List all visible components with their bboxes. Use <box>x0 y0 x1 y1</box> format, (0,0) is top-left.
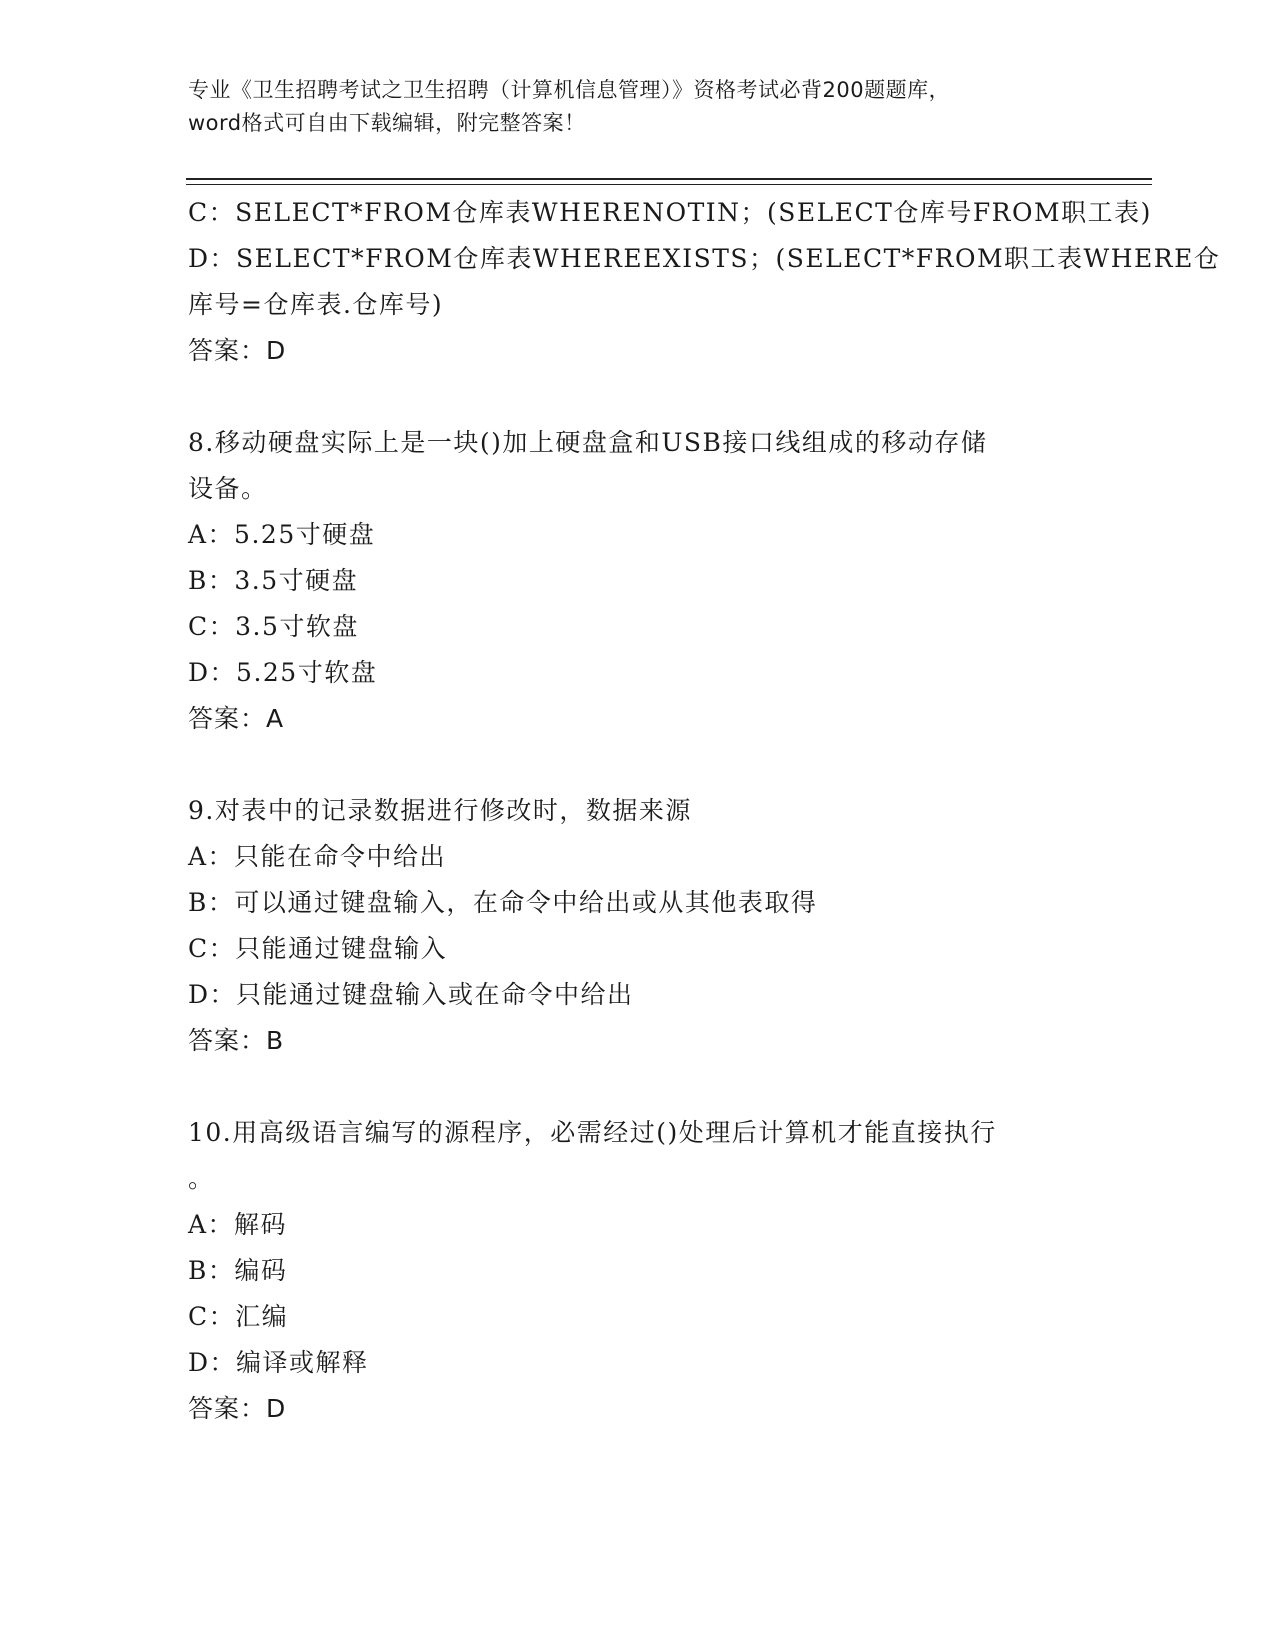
question-7-tail <box>188 190 1221 374</box>
question-8 <box>188 420 1088 742</box>
answer: 答案：D <box>188 336 287 365</box>
option-a: A：只能在命令中给出 <box>188 842 447 871</box>
option-c: C：3.5寸软盘 <box>188 612 359 641</box>
question-stem-continued: 。 <box>188 1164 215 1193</box>
answer: 答案：D <box>188 1394 287 1423</box>
option-c: C：SELECT*FROM仓库表WHERENOTIN；(SELECT仓库号FROM职工表) <box>188 198 1152 227</box>
spacer <box>188 742 1088 788</box>
option-d-continued: 库号=仓库表.仓库号) <box>188 290 444 319</box>
option-d: D：只能通过键盘输入或在命令中给出 <box>188 980 634 1009</box>
answer: 答案：A <box>188 704 285 733</box>
spacer <box>188 374 1088 420</box>
question-stem: 9.对表中的记录数据进行修改时，数据来源 <box>188 796 692 825</box>
option-c: C：只能通过键盘输入 <box>188 934 448 963</box>
option-b: B：3.5寸硬盘 <box>188 566 359 595</box>
option-c: C：汇编 <box>188 1302 289 1331</box>
question-stem: 8.移动硬盘实际上是一块()加上硬盘盒和USB接口线组成的移动存储 <box>188 428 988 457</box>
option-d: D：编译或解释 <box>188 1348 369 1377</box>
answer: 答案：B <box>188 1026 285 1055</box>
header-divider-thin <box>186 184 1152 185</box>
option-d: D：SELECT*FROM仓库表WHEREEXISTS；(SELECT*FROM职工表WHERE仓 <box>188 244 1221 273</box>
header-divider-thick <box>186 178 1152 180</box>
question-10 <box>188 1110 1088 1432</box>
question-content <box>188 190 1221 1432</box>
spacer <box>188 1064 1088 1110</box>
option-b: B：可以通过键盘输入，在命令中给出或从其他表取得 <box>188 888 818 917</box>
option-d: D：5.25寸软盘 <box>188 658 378 687</box>
option-a: A：5.25寸硬盘 <box>188 520 376 549</box>
question-9 <box>188 788 1088 1064</box>
header-line-1: 专业《卫生招聘考试之卫生招聘（计算机信息管理）》资格考试必背200题题库， <box>188 78 951 102</box>
option-b: B：编码 <box>188 1256 288 1285</box>
option-a: A：解码 <box>188 1210 288 1239</box>
header-line-2: word格式可自由下载编辑，附完整答案！ <box>188 111 586 135</box>
question-stem: 10.用高级语言编写的源程序，必需经过()处理后计算机才能直接执行 <box>188 1118 997 1147</box>
question-stem-continued: 设备。 <box>188 474 268 503</box>
document-header <box>188 74 1088 140</box>
